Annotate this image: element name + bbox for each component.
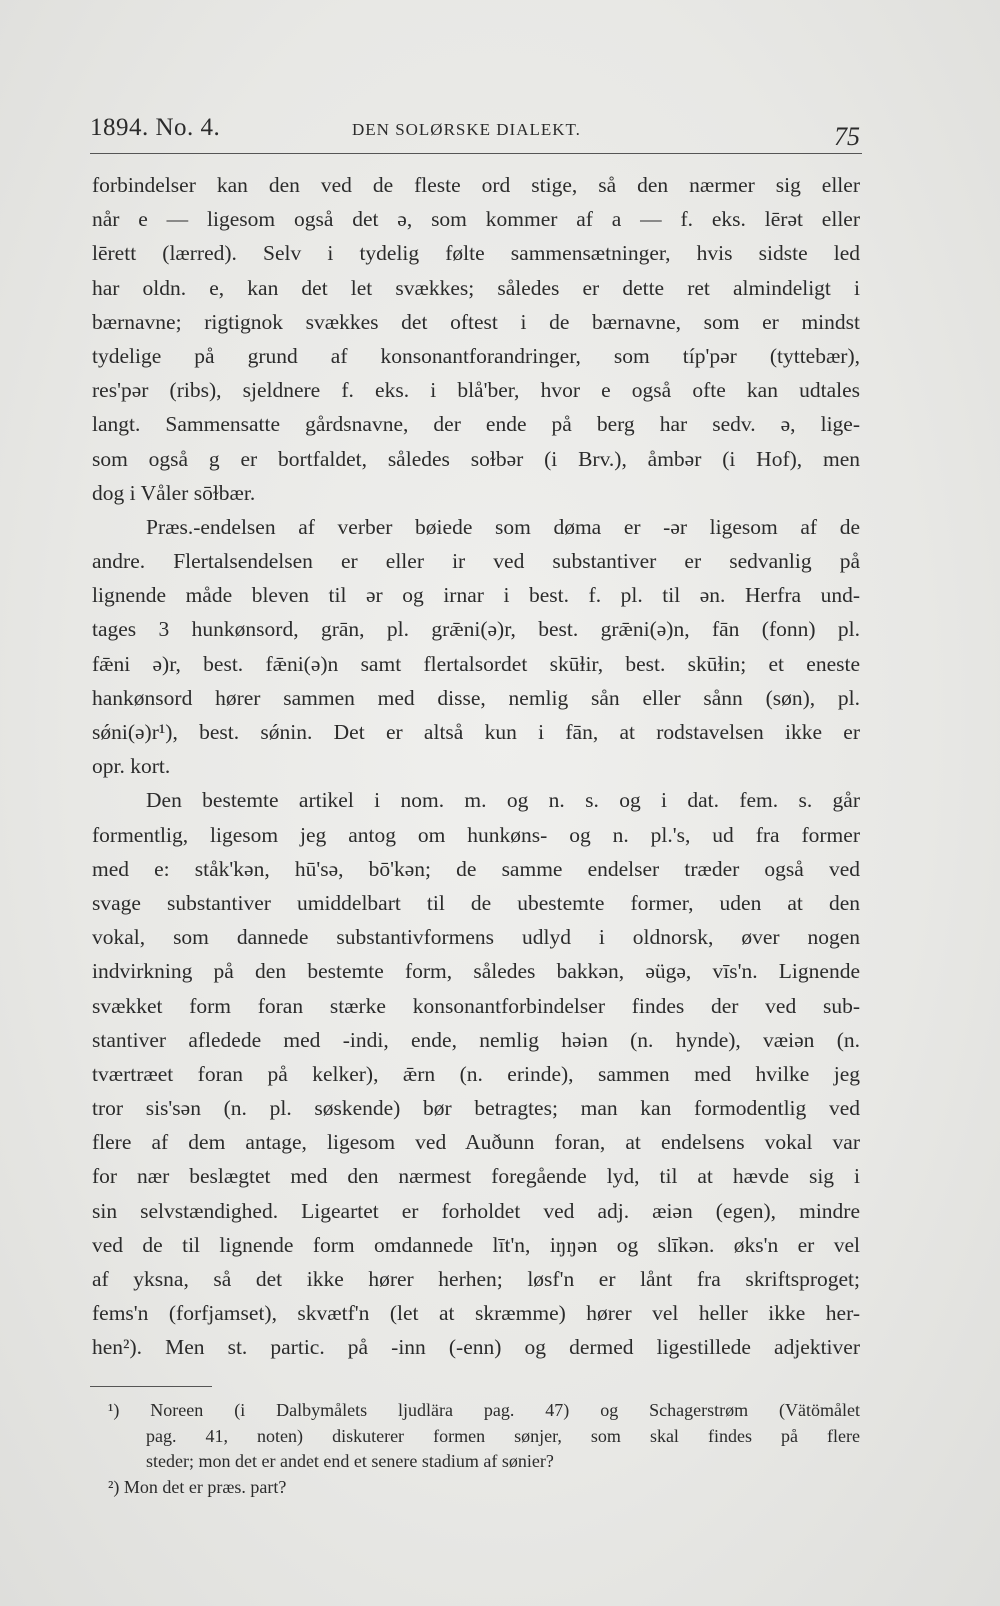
text-line: dog i Våler sōɫbær.	[92, 480, 256, 505]
footnote-rule	[90, 1386, 212, 1387]
text-line: langt. Sammensatte gårdsnavne, der ende på berg har sedv. ə, lige-	[92, 412, 860, 437]
footnote-line: ¹) Noreen (i Dalbymålets ljudlära pag. 47) og Schagerstrøm (Vätömålet	[108, 1400, 860, 1420]
footnote-line: pag. 41, noten) diskuterer formen sønjer, som skal findes på flere	[146, 1425, 860, 1446]
running-title: DEN SOLØRSKE DIALEKT.	[352, 120, 581, 139]
footnotes	[108, 1398, 860, 1500]
text-line: Præs.-endelsen af verber bøiede som døma er -ər ligesom af de	[146, 514, 860, 539]
text-line: forbindelser kan den ved de fleste ord stige, så den nærmer sig eller	[92, 173, 860, 197]
text-line: bærnavne; rigtignok svækkes det oftest i de bærnavne, som er mindst	[92, 309, 860, 334]
text-line: tages 3 hunkønsord, grān, pl. grǣni(ə)r, best. grǣni(ə)n, fān (fonn) pl.	[92, 617, 860, 642]
text-line: tror sis'sən (n. pl. søskende) bør betragtes; man kan formodentlig ved	[92, 1096, 860, 1121]
text-line: hen²). Men st. partic. på -inn (-enn) og dermed ligestillede adjektiver	[92, 1335, 860, 1360]
page-number: 75	[834, 122, 860, 151]
text-line: vokal, som dannede substantivformens udlyd i oldnorsk, øver nogen	[92, 925, 860, 950]
year-issue: 1894. No. 4.	[90, 114, 221, 141]
text-line: fǣni ə)r, best. fǣni(ə)n samt flertalsordet skūɫir, best. skūɫin; et eneste	[92, 651, 860, 676]
text-line: tydelige på grund af konsonantforandringer, som típ'pər (tyttebær),	[92, 343, 860, 368]
text-line: som også g er bortfaldet, således soɫbər (i Brv.), åmbər (i Hof), men	[92, 446, 860, 471]
text-line: res'pər (ribs), sjeldnere f. eks. i blå'ber, hvor e også ofte kan udtales	[92, 378, 860, 403]
text-line: Den bestemte artikel i nom. m. og n. s. og i dat. fem. s. går	[146, 788, 860, 813]
text-line: indvirkning på den bestemte form, således bakkən, əügə, vīs'n. Lignende	[92, 959, 860, 984]
text-line: hankønsord hører sammen med disse, nemlig sån eller sånn (søn), pl.	[92, 685, 860, 710]
footnote-line: steder; mon det er andet end et senere stadium af sønier?	[146, 1451, 554, 1471]
text-line: stantiver afledede med -indi, ende, nemlig həiən (n. hynde), væiən (n.	[92, 1027, 860, 1052]
text-line: flere af dem antage, ligesom ved Auðunn foran, at endelsens vokal var	[92, 1130, 860, 1155]
text-line: har oldn. e, kan det let svækkes; således er dette ret almindeligt i	[92, 275, 860, 300]
text-line: med e: ståk'kən, hū'sə, bō'kən; de samme endelser træder også ved	[92, 856, 860, 881]
running-header	[90, 110, 860, 150]
text-line: af yksna, så det ikke hører herhen; løsf'n er lånt fra skriftsproget;	[92, 1267, 860, 1291]
body-text	[92, 168, 860, 1365]
header-rule	[90, 153, 862, 154]
text-line: formentlig, ligesom jeg antog om hunkøns- og n. pl.'s, ud fra former	[92, 822, 860, 847]
text-line: sin selvstændighed. Ligeartet er forholdet ved adj. æiən (egen), mindre	[92, 1198, 860, 1223]
text-line: svækket form foran stærke konsonantforbindelser findes der ved sub-	[92, 993, 860, 1018]
text-line: ved de til lignende form omdannede līt'n, iŋŋən og slīkən. øks'n er vel	[92, 1232, 860, 1257]
footnote-line: ²) Mon det er præs. part?	[108, 1476, 287, 1497]
text-line: lignende måde bleven til ər og irnar i best. f. pl. til ən. Herfra und-	[92, 583, 860, 608]
text-line: lērett (lærred). Selv i tydelig følte sammensætninger, hvis sidste led	[92, 241, 860, 266]
text-line: andre. Flertalsendelsen er eller ir ved substantiver er sedvanlig på	[92, 549, 860, 574]
text-line: opr. kort.	[92, 754, 171, 779]
text-line: tværtræet foran på kelker), ǣrn (n. erinde), sammen med hvilke jeg	[92, 1061, 860, 1086]
text-line: sǿni(ə)r¹), best. sǿnin. Det er altså kun i fān, at rodstavelsen ikke er	[92, 720, 860, 744]
text-line: svage substantiver umiddelbart til de ubestemte former, uden at den	[92, 890, 860, 915]
text-line: når e — ligesom også det ə, som kommer af a — f. eks. lērət eller	[92, 207, 860, 232]
text-line: for nær beslægtet med den nærmest foregående lyd, til at hævde sig i	[92, 1164, 860, 1189]
text-line: fems'n (forfjamset), skvætf'n (let at skræmme) hører vel heller ikke her-	[92, 1301, 860, 1326]
